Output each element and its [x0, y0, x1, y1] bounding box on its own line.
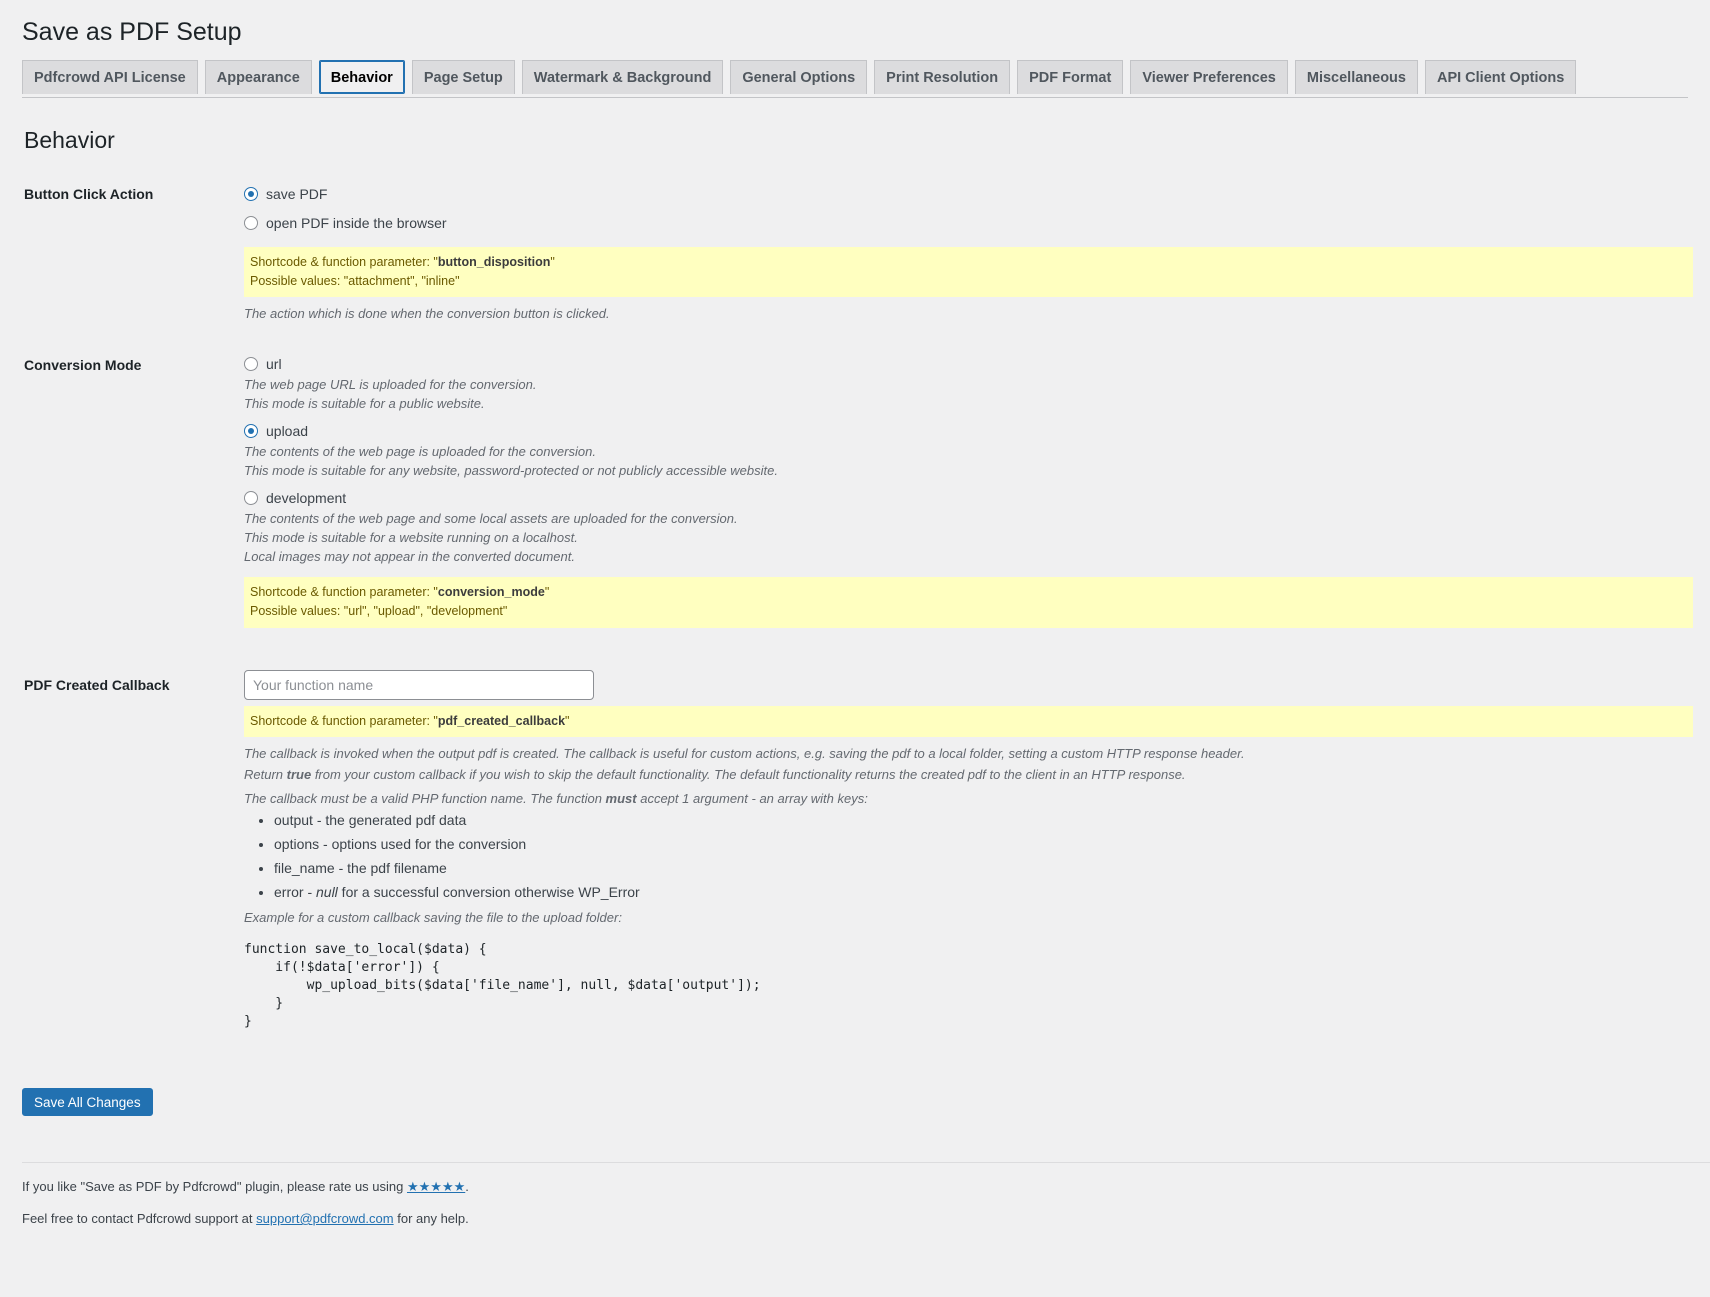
- footer-text: for any help.: [393, 1211, 469, 1226]
- list-item: • options - options used for the conversion: [274, 834, 1693, 858]
- radio-url[interactable]: [244, 353, 1693, 375]
- tab-pdf-format[interactable]: PDF Format: [1017, 60, 1123, 94]
- list-item-text: error -: [274, 884, 316, 900]
- parameter-note: [244, 247, 1693, 297]
- footer-rating-line: [22, 1179, 469, 1195]
- example-label: Example for a custom callback saving the file to the upload folder:: [244, 910, 622, 925]
- note-param-name: button_disposition: [437, 255, 551, 269]
- footer-text: Feel free to contact Pdfcrowd support at: [22, 1211, 257, 1226]
- parameter-note: [244, 706, 1693, 737]
- footer-divider: [22, 1162, 1710, 1163]
- callback-function-name-input[interactable]: [244, 670, 594, 700]
- radio-label: open PDF inside the browser: [266, 215, 447, 231]
- note-suffix: ": [565, 714, 570, 728]
- note-values: Possible values: "attachment", "inline": [250, 274, 460, 288]
- button-click-action-label: Button Click Action: [24, 186, 154, 202]
- option-description: The contents of the web page and some local assets are uploaded for the conversion.: [244, 511, 738, 526]
- radio-button[interactable]: [244, 216, 258, 230]
- radio-label: url: [266, 356, 282, 372]
- tab-api-client-options[interactable]: API Client Options: [1425, 60, 1576, 94]
- option-description: This mode is suitable for a public website.: [244, 396, 485, 411]
- desc-bold: must: [605, 791, 637, 806]
- field-description: The action which is done when the conversion button is clicked.: [244, 306, 610, 321]
- footer-text: .: [465, 1179, 469, 1194]
- callback-signature-description: [244, 789, 1693, 808]
- radio-button-checked[interactable]: [244, 424, 258, 438]
- callback-description: The callback is invoked when the output pdf is created. The callback is useful for custom actions, e.g. saving the pdf to a local folder, setting a custom HTTP response header.: [244, 746, 1245, 761]
- radio-label: upload: [266, 423, 309, 439]
- footer-text: If you like "Save as PDF by Pdfcrowd" plugin, please rate us using: [22, 1179, 407, 1194]
- parameter-note: [244, 577, 1693, 628]
- list-item: [274, 882, 1693, 906]
- tab-viewer-preferences[interactable]: Viewer Preferences: [1130, 60, 1288, 94]
- list-item: • output - the generated pdf data: [274, 810, 1693, 834]
- note-prefix: Shortcode & function parameter: ": [250, 585, 438, 599]
- option-description: This mode is suitable for a website running on a localhost.: [244, 530, 578, 545]
- radio-upload[interactable]: [244, 420, 1693, 442]
- radio-save-pdf[interactable]: [244, 183, 1693, 205]
- note-prefix: Shortcode & function parameter: ": [250, 714, 438, 728]
- callback-return-description: [244, 764, 1693, 785]
- tab-miscellaneous[interactable]: Miscellaneous: [1295, 60, 1418, 94]
- option-description: This mode is suitable for any website, password-protected or not publicly accessible website.: [244, 463, 778, 478]
- support-email-link[interactable]: support@pdfcrowd.com: [256, 1211, 394, 1226]
- list-item-text: for a successful conversion otherwise WP_Error: [337, 884, 640, 900]
- note-param-line: [250, 712, 1687, 731]
- note-param-name: pdf_created_callback: [437, 714, 566, 728]
- desc-text: accept 1 argument - an array with keys:: [636, 791, 868, 806]
- desc-text: from your custom callback if you wish to skip the default functionality. The default functionality returns the created pdf to the client in an HTTP response.: [311, 767, 1186, 782]
- list-item-italic: null: [316, 884, 338, 900]
- save-all-changes-button[interactable]: Save All Changes: [22, 1088, 153, 1116]
- desc-text: Return: [244, 767, 287, 782]
- note-values: Possible values: "url", "upload", "development": [250, 604, 508, 618]
- radio-label: save PDF: [266, 186, 328, 202]
- list-item: • file_name - the pdf filename: [274, 858, 1693, 882]
- footer-support-line: [22, 1211, 469, 1226]
- tab-behavior[interactable]: Behavior: [319, 60, 405, 94]
- tab-page-setup[interactable]: Page Setup: [412, 60, 515, 94]
- note-param-name: conversion_mode: [437, 585, 545, 599]
- conversion-mode-field: [244, 353, 1693, 628]
- radio-development[interactable]: [244, 487, 1693, 509]
- note-prefix: Shortcode & function parameter: ": [250, 255, 438, 269]
- note-suffix: ": [550, 255, 555, 269]
- radio-button[interactable]: [244, 491, 258, 505]
- tab-general-options[interactable]: General Options: [730, 60, 867, 94]
- tab-bar: [22, 60, 1688, 98]
- note-param-line: [250, 583, 1687, 602]
- example-code-block: function save_to_local($data) { if(!$data['error']) { wp_upload_bits($data['file_name'], null, $data['output']); } }: [244, 942, 761, 1029]
- note-param-line: [250, 253, 1687, 272]
- radio-button-checked[interactable]: [244, 187, 258, 201]
- callback-keys-list: [244, 810, 1693, 906]
- tab-watermark-background[interactable]: Watermark & Background: [522, 60, 724, 94]
- desc-text: The callback must be a valid PHP function name. The function: [244, 791, 606, 806]
- note-suffix: ": [544, 585, 550, 599]
- pdf-created-callback-label: PDF Created Callback: [24, 677, 170, 693]
- pdf-created-callback-field: [244, 670, 1693, 1031]
- option-description: Local images may not appear in the converted document.: [244, 549, 575, 564]
- desc-bold: true: [286, 767, 312, 782]
- tab-appearance[interactable]: Appearance: [205, 60, 312, 94]
- rating-stars-link[interactable]: ★★★★★: [406, 1179, 466, 1194]
- page-title: Save as PDF Setup: [22, 18, 242, 46]
- tab-print-resolution[interactable]: Print Resolution: [874, 60, 1010, 94]
- radio-button[interactable]: [244, 357, 258, 371]
- button-click-action-field: [244, 183, 1693, 323]
- radio-open-pdf-in-browser[interactable]: [244, 212, 1693, 234]
- section-title: Behavior: [24, 127, 115, 153]
- option-description: The web page URL is uploaded for the conversion.: [244, 377, 537, 392]
- option-description: The contents of the web page is uploaded for the conversion.: [244, 444, 596, 459]
- conversion-mode-label: Conversion Mode: [24, 357, 142, 373]
- tab-pdfcrowd-api-license[interactable]: Pdfcrowd API License: [22, 60, 198, 94]
- radio-label: development: [266, 490, 347, 506]
